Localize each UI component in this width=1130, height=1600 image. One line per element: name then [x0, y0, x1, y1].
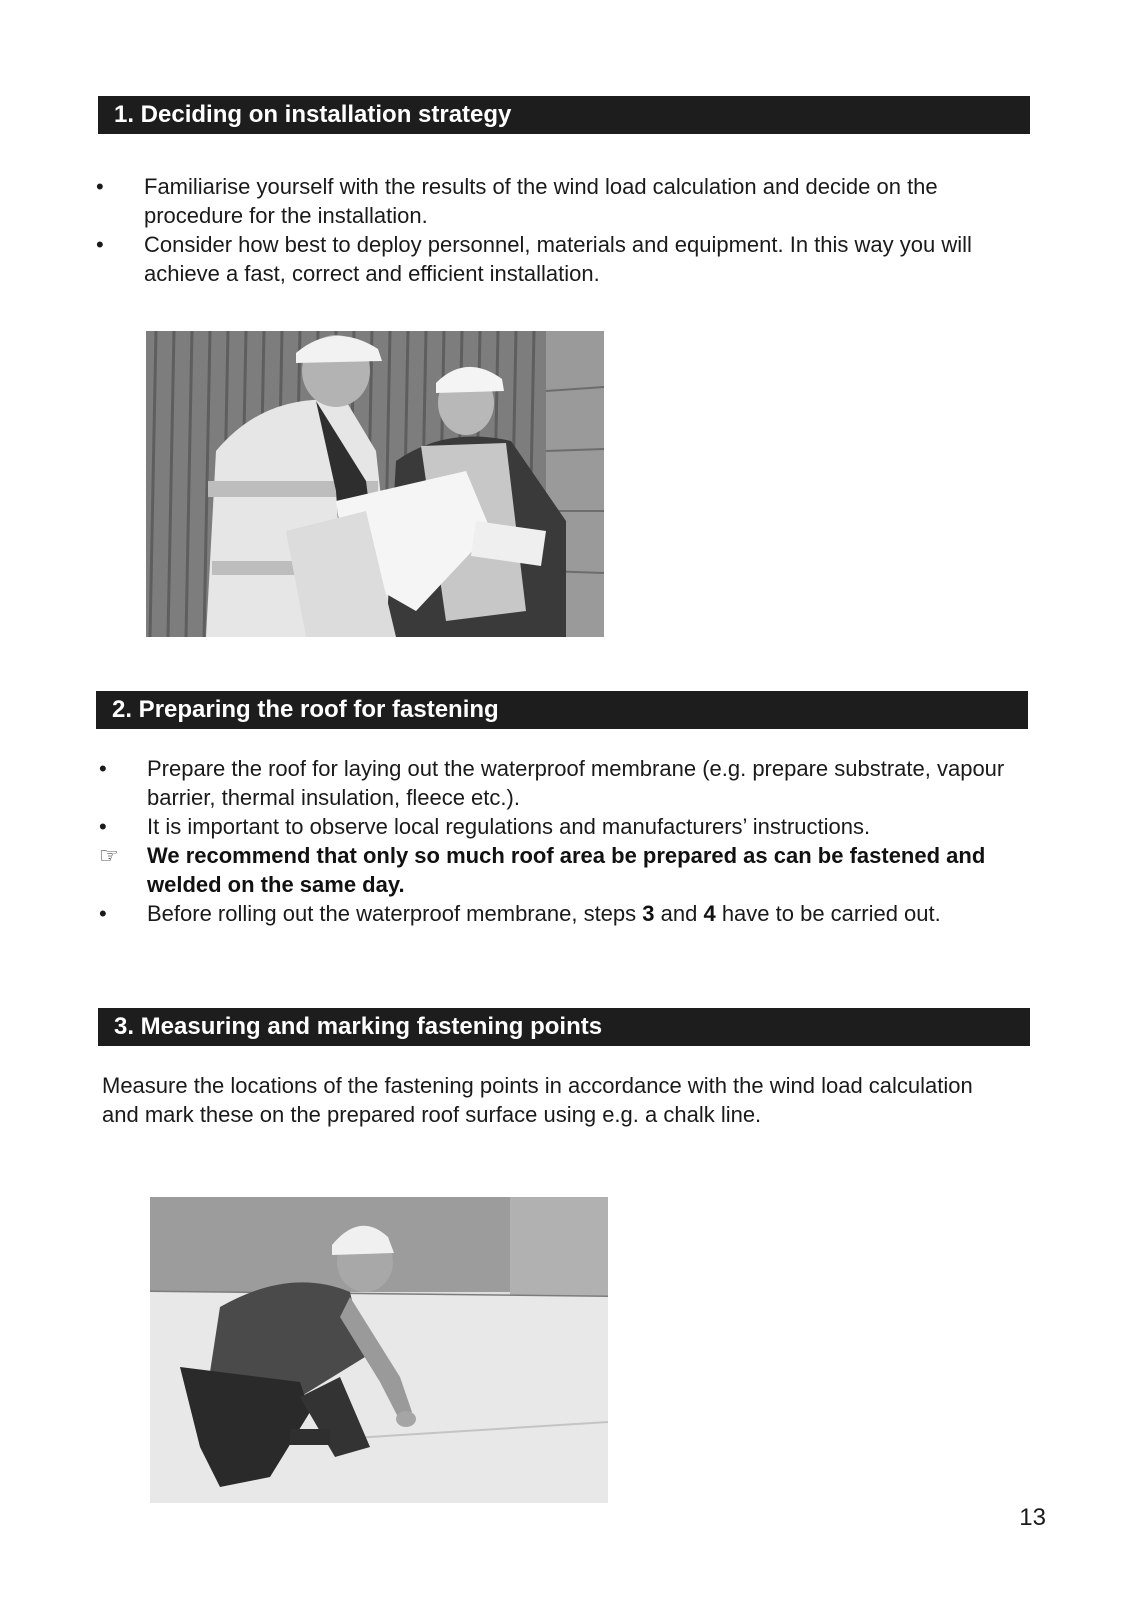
list-item-text: Familiarise yourself with the results of the wind load calculation and decide on the procedure for the installation. — [144, 174, 938, 228]
list-item-text: Consider how best to deploy personnel, materials and equipment. In this way you will achieve a fast, correct and efficient installation. — [144, 232, 972, 286]
list-item — [96, 230, 1036, 288]
list-item-text: It is important to observe local regulations and manufacturers’ instructions. — [147, 814, 871, 839]
section-2-bullet-list — [99, 754, 1039, 928]
list-item-text: Prepare the roof for laying out the waterproof membrane (e.g. prepare substrate, vapour barrier, thermal insulation, fleece etc.). — [147, 756, 1005, 810]
list-item — [99, 754, 1039, 812]
list-item-recommendation — [99, 841, 1039, 899]
photo-workers-reviewing-plans — [146, 331, 604, 637]
recommendation-text: We recommend that only so much roof area be prepared as can be fastened and welded on the same day. — [147, 843, 986, 897]
bullet-marker: • — [99, 901, 107, 926]
step-reference: 4 — [703, 901, 716, 926]
pointing-hand-icon: ☞ — [99, 843, 119, 868]
bullet-marker: • — [99, 814, 107, 839]
section-1-bullet-list — [96, 172, 1036, 288]
photo-worker-marking-roof — [150, 1197, 608, 1503]
bullet-marker: • — [99, 756, 107, 781]
list-item — [99, 812, 1039, 841]
section-1-heading: 1. Deciding on installation strategy — [98, 96, 1030, 134]
section-3-heading: 3. Measuring and marking fastening points — [98, 1008, 1030, 1046]
step-reference: 3 — [642, 901, 655, 926]
page-number: 13 — [1019, 1504, 1046, 1531]
bullet-marker: • — [96, 174, 104, 199]
list-item — [99, 899, 1039, 928]
bullet-marker: • — [96, 232, 104, 257]
list-item — [96, 172, 1036, 230]
section-3-paragraph: Measure the locations of the fastening points in accordance with the wind load calculation and mark these on the prepared roof surface using e.g. a chalk line. — [102, 1073, 973, 1127]
section-2-heading: 2. Preparing the roof for fastening — [96, 691, 1028, 729]
list-item-text: Before rolling out the waterproof membrane, steps 3 and 4 have to be carried out. — [147, 901, 941, 926]
